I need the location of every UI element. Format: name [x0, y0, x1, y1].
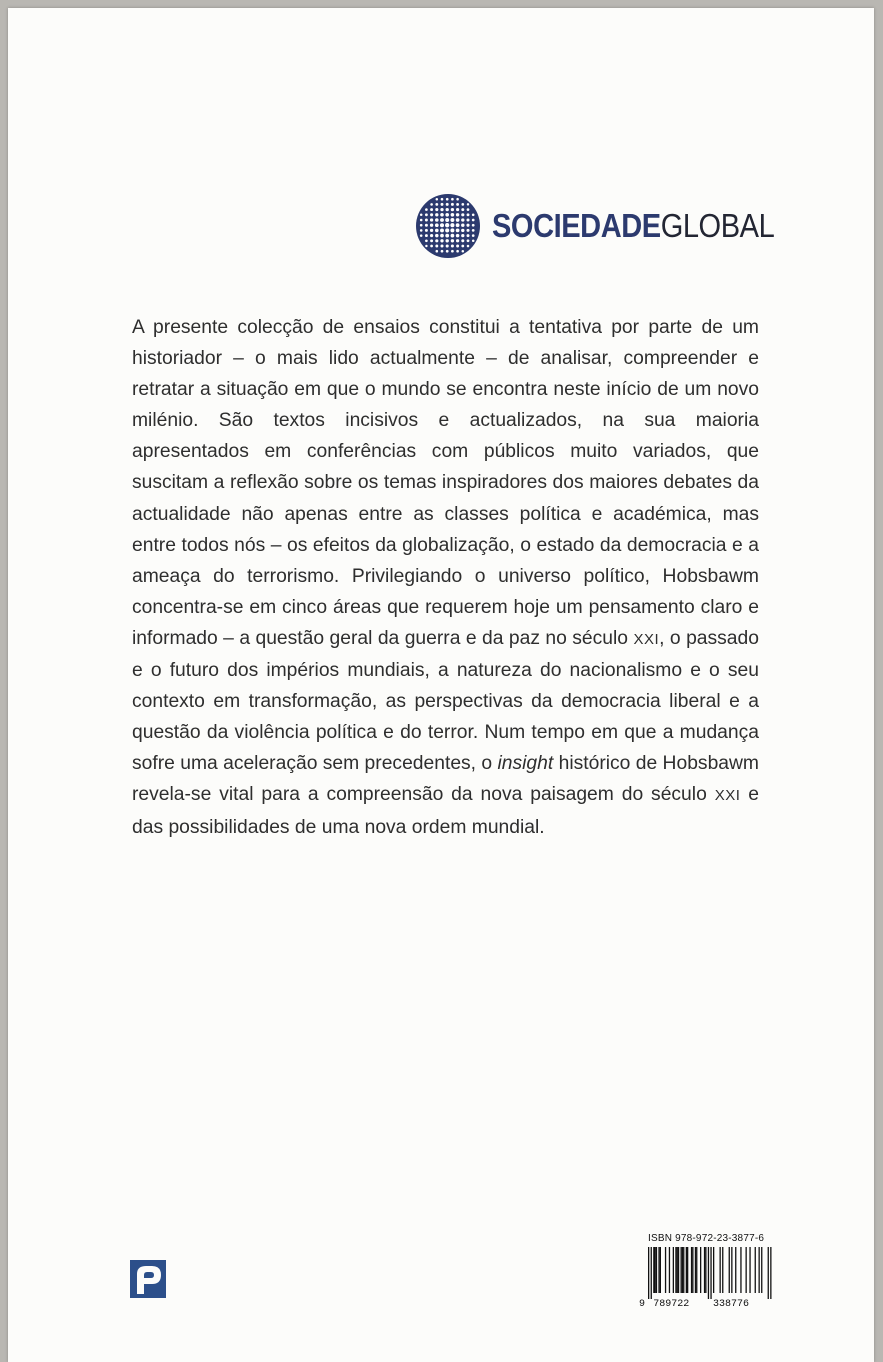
back-cover [8, 8, 874, 1362]
barcode-digits: 9 [639, 1299, 646, 1309]
globe-icon [414, 192, 482, 260]
blurb-part-4: e das possibilidades de uma nova ordem mundial. [132, 784, 759, 838]
blurb-text [132, 312, 759, 843]
insight-word: insight [497, 753, 554, 775]
blurb-part-2: , o passado e o futuro dos impérios mundiais, a natureza do nacionalismo e o seu contexto em transformação, as perspectivas da democracia liberal e a questão da violência política e do terror. Num tempo em que a mudança sofre uma aceleração sem precedentes, o [132, 627, 759, 775]
barcode-digits: 338776 [713, 1299, 750, 1309]
isbn-label: ISBN 978-972-23-3877-6 [648, 1233, 765, 1244]
series-logo [414, 188, 774, 264]
isbn-barcode-block [638, 1233, 778, 1313]
century-numeral: XXI [633, 630, 660, 648]
publisher-p-icon [130, 1260, 166, 1298]
series-name-word2: GLOBAL [660, 207, 775, 244]
series-name [492, 207, 774, 245]
barcode [638, 1247, 778, 1309]
barcode-digits: 789722 [653, 1299, 690, 1309]
century-numeral: XXI [714, 787, 741, 805]
blurb-part-1: A presente colecção de ensaios constitui a tentativa por parte de um historiador – o mais lido actualmente – de analisar, compreender e retratar a situação em que o mundo se encontra neste início de um novo milénio. São textos incisivos e actualizados, na sua maioria apresentados em conferências com públicos muito variados, que suscitam a reflexão sobre os temas inspiradores dos maiores debates da actualidade não apenas entre as classes política e académica, mas entre todos nós – os efeitos da globalização, o estado da democracia e a ameaça do terrorismo. Privilegiando o universo político, Hobsbawm concentra-se em cinco áreas que requerem hoje um pensamento claro e informado – a questão geral da guerra e da paz no século [132, 317, 759, 649]
blurb-part-3: histórico de Hobsbawm revela-se vital para a compreensão da nova paisagem do século [132, 753, 759, 806]
series-name-word1: SOCIEDADE [492, 207, 661, 244]
